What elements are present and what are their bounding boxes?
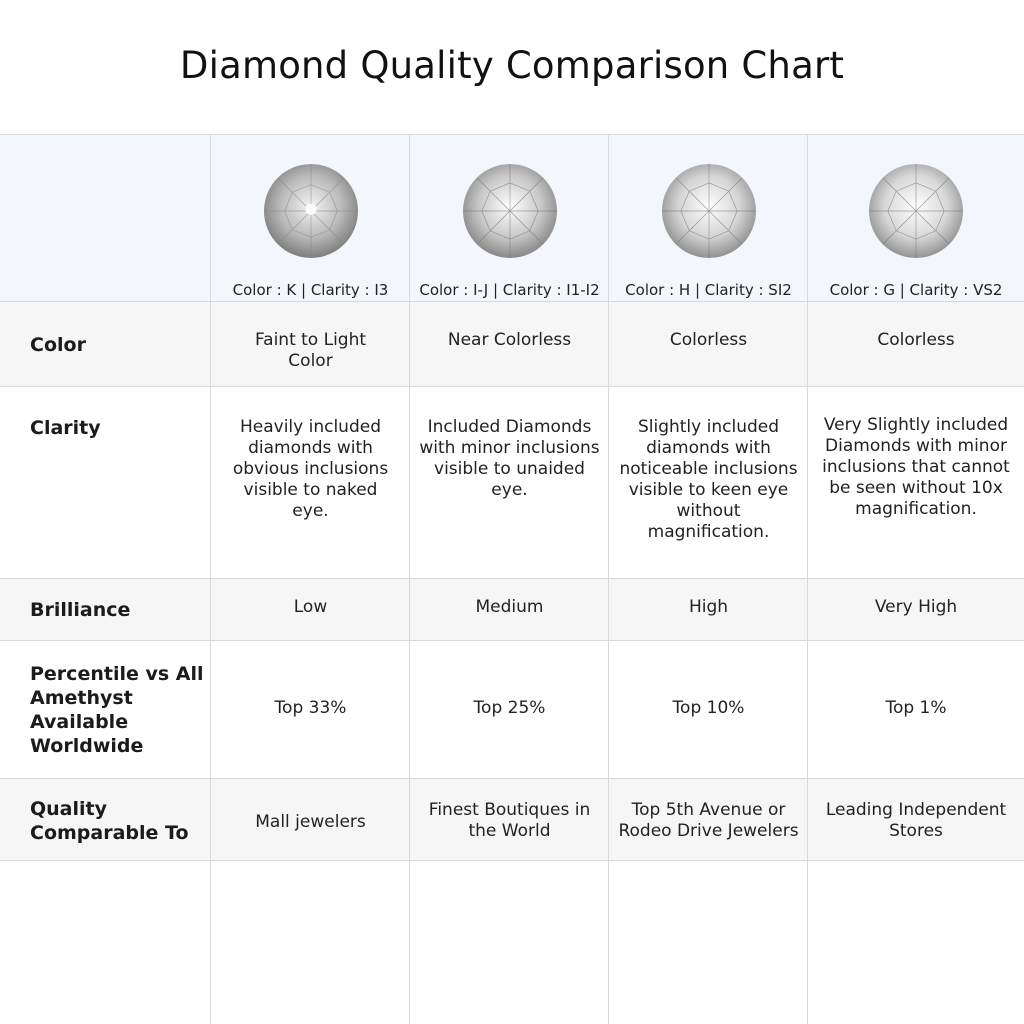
table-cell: Slightly included diamonds with noticeable inclusions visible to keen eye without magnification. [619, 417, 798, 542]
diamond-cell-4 [808, 135, 1024, 301]
diamond-image-k-i3 [259, 164, 363, 258]
row-label: Quality Comparable To [30, 798, 189, 844]
diamond-image-ij-i1i2 [458, 164, 562, 258]
table-row-color [0, 302, 1024, 386]
grid-line [409, 134, 410, 1024]
table-cell: Colorless [877, 330, 955, 350]
diamond-caption: Color : K | Clarity : I3 [232, 281, 389, 299]
diamond-caption: Color : H | Clarity : SI2 [625, 281, 792, 299]
table-cell: Low [293, 597, 328, 617]
table-cell: Near Colorless [447, 330, 572, 350]
table-row-clarity [0, 387, 1024, 578]
diamond-image-h-si2 [657, 164, 761, 258]
grid-line [0, 578, 1024, 579]
row-label: Percentile vs All Amethyst Available Worldwide [30, 663, 204, 757]
table-cell: Medium [475, 597, 544, 617]
diamond-cell-3 [609, 135, 808, 301]
table-cell: Very Slightly included Diamonds with minor inclusions that cannot be seen without 10x magnification. [822, 415, 1010, 519]
table-cell: Very High [874, 597, 958, 617]
table-cell: Mall jewelers [255, 812, 366, 832]
diamond-caption: Color : I-J | Clarity : I1-I2 [419, 281, 600, 299]
table-row-quality [0, 779, 1024, 860]
row-label: Color [30, 334, 86, 356]
table-cell: Top 5th Avenue or Rodeo Drive Jewelers [618, 800, 799, 841]
table-cell: Faint to Light Color [254, 330, 367, 371]
grid-line [0, 301, 1024, 302]
grid-line [807, 134, 808, 1024]
table-cell: Included Diamonds with minor inclusions visible to unaided eye. [419, 417, 600, 500]
table-cell: Heavily included diamonds with obvious inclusions visible to naked eye. [232, 417, 389, 521]
grid-line [0, 386, 1024, 387]
table-cell: Finest Boutiques in the World [428, 800, 591, 841]
table-cell: Top 10% [672, 698, 745, 718]
diamond-cell-1 [211, 135, 410, 301]
grid-line [0, 860, 1024, 861]
row-label: Brilliance [30, 599, 131, 621]
table-cell: Colorless [669, 330, 748, 350]
table-row-percentile [0, 641, 1024, 778]
grid-line [608, 134, 609, 1024]
diamond-image-g-vs2 [864, 164, 968, 258]
grid-line [0, 134, 1024, 135]
grid-line [0, 778, 1024, 779]
table-cell: High [688, 597, 729, 617]
table-cell: Top 33% [274, 698, 347, 718]
table-cell: Leading Independent Stores [825, 800, 1007, 841]
grid-line [210, 134, 211, 1024]
table-cell: Top 1% [885, 698, 947, 718]
table-row-brilliance [0, 579, 1024, 640]
table-cell: Top 25% [473, 698, 546, 718]
row-label: Clarity [30, 417, 101, 439]
diamond-cell-2 [410, 135, 609, 301]
page-title: Diamond Quality Comparison Chart [179, 44, 845, 87]
diamond-caption: Color : G | Clarity : VS2 [829, 281, 1003, 299]
header-row [0, 135, 1024, 301]
grid-line [0, 640, 1024, 641]
